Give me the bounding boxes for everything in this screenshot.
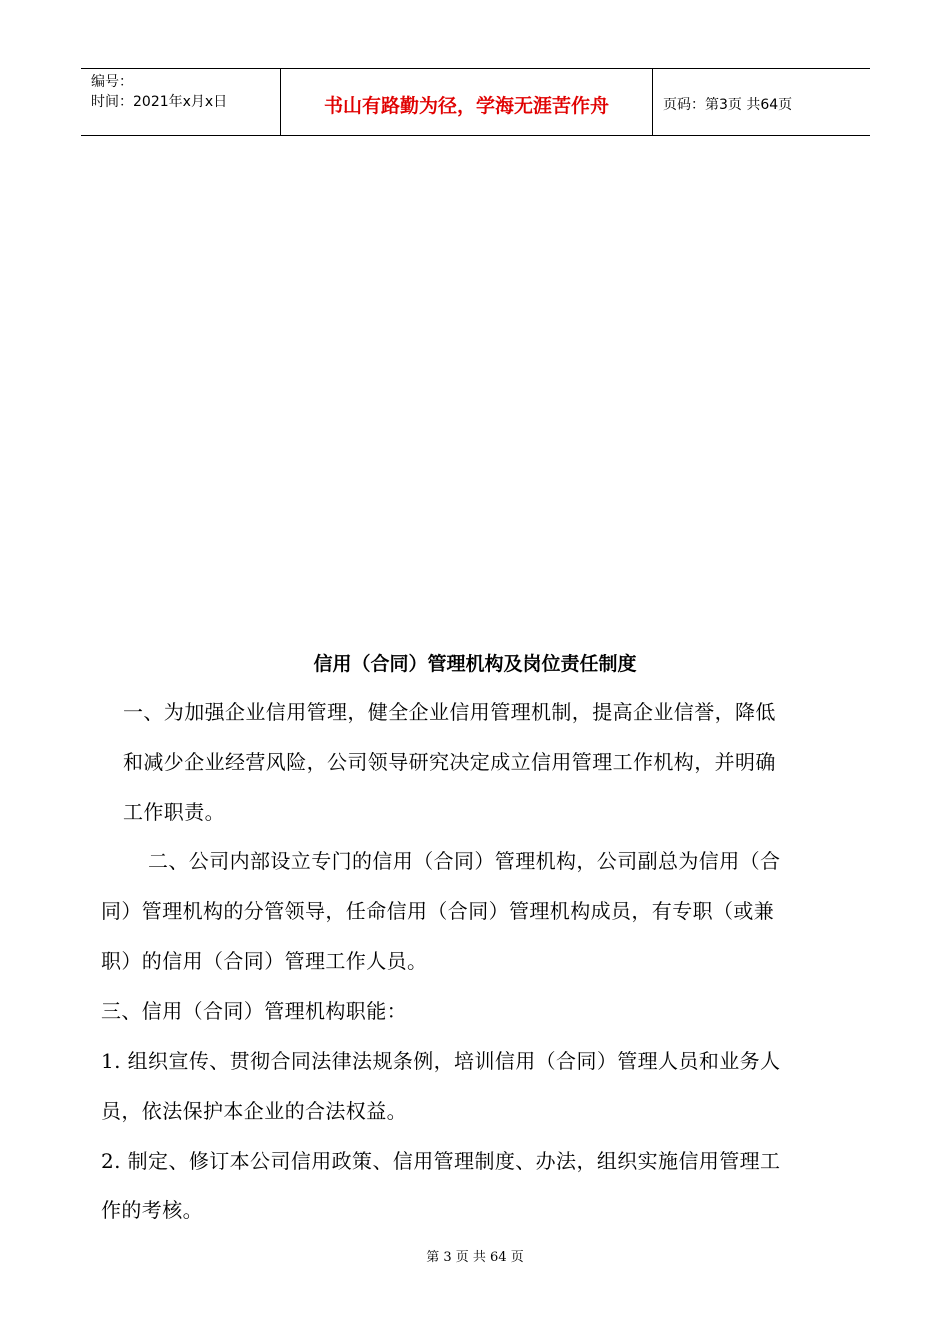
paragraph-line: 1. 组织宣传、贯彻合同法律法规条例，培训信用（合同）管理人员和业务人: [101, 1049, 781, 1073]
paragraph-line: 三、信用（合同）管理机构职能：: [101, 999, 407, 1023]
paragraph-line: 同）管理机构的分管领导，任命信用（合同）管理机构成员，有专职（或兼: [101, 899, 775, 923]
paragraph-line: 工作职责。: [123, 800, 225, 824]
header-time-label: 时间：2021年x月x日: [91, 94, 228, 110]
document-title: 信用（合同）管理机构及岗位责任制度: [313, 653, 637, 675]
header-number-label: 编号：: [91, 74, 133, 90]
header-page-info: 页码：第3页 共64页: [663, 97, 793, 113]
header-info-cell: [81, 69, 281, 135]
paragraph-line: 员，依法保护本企业的合法权益。: [101, 1099, 407, 1123]
page-header: [81, 68, 870, 136]
paragraph-line: 和减少企业经营风险，公司领导研究决定成立信用管理工作机构，并明确: [123, 750, 776, 774]
paragraph-line: 一、为加强企业信用管理，健全企业信用管理机制，提高企业信誉，降低: [123, 700, 776, 724]
paragraph-line: 2. 制定、修订本公司信用政策、信用管理制度、办法，组织实施信用管理工: [101, 1149, 781, 1173]
paragraph-line: 职）的信用（合同）管理工作人员。: [101, 949, 428, 973]
paragraph-line: 作的考核。: [101, 1198, 203, 1222]
paragraph-line: 二、公司内部设立专门的信用（合同）管理机构，公司副总为信用（合: [148, 849, 781, 873]
page-footer: 第 3 页 共 64 页: [426, 1250, 524, 1265]
header-motto: 书山有路勤为径，学海无涯苦作舟: [281, 69, 653, 135]
